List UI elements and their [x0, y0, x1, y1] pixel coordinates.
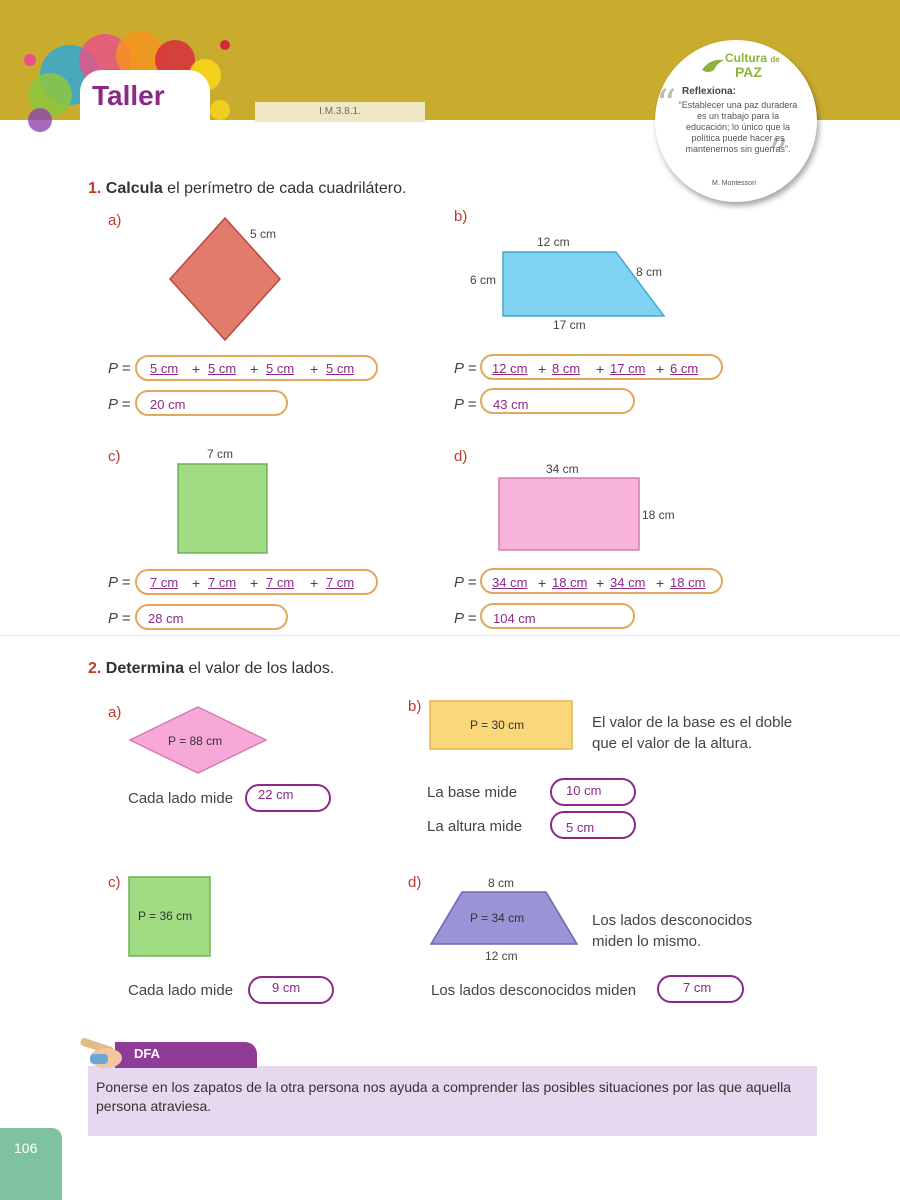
- culture-title: Cultura de PAZ: [725, 51, 780, 80]
- page-number: 106: [14, 1140, 38, 1156]
- p-label-1a-result: P =: [108, 396, 131, 413]
- p-label-1c-result: P =: [108, 610, 131, 627]
- p-label-1d-result: P =: [454, 610, 477, 627]
- top-label-1b: 12 cm: [537, 235, 570, 249]
- right-label-1d: 18 cm: [642, 508, 675, 522]
- side-label-1a: 5 cm: [250, 227, 277, 241]
- right-label-1b: 8 cm: [636, 265, 663, 279]
- result-1c: 28 cm: [148, 611, 184, 626]
- result-1d: 104 cm: [493, 611, 536, 626]
- left-label-1b: 6 cm: [470, 273, 497, 287]
- p-label-1a-sum: P =: [108, 360, 131, 377]
- item-2c-label: c): [108, 874, 121, 891]
- note-2d: Los lados desconocidos miden lo mismo.: [592, 912, 753, 950]
- term-1d-2: 18 cm: [552, 575, 588, 590]
- side-label-1c: 7 cm: [207, 447, 234, 461]
- bottom-label-1b: 17 cm: [553, 318, 586, 332]
- term-1d-4: 18 cm: [670, 575, 706, 590]
- question-2-title: 2. Determina el valor de los lados.: [88, 660, 335, 677]
- p-label-1b-sum: P =: [454, 360, 477, 377]
- p-label-1c-sum: P =: [108, 574, 131, 591]
- term-1a-2: 5 cm: [208, 361, 237, 376]
- plus-1b-2: +: [596, 361, 605, 377]
- quote-author: M. Montessori: [712, 180, 756, 187]
- perimeter-2a: P = 88 cm: [168, 734, 223, 748]
- plus-1c-1: +: [192, 575, 201, 591]
- plus-1d-1: +: [538, 575, 547, 591]
- plus-1a-3: +: [310, 361, 319, 377]
- open-quote-icon: “: [656, 82, 677, 128]
- term-1b-4: 6 cm: [670, 361, 699, 376]
- reflect-label: Reflexiona:: [682, 86, 736, 97]
- question-1-title: 1. Calcula el perímetro de cada cuadrilátero.: [88, 180, 407, 197]
- plus-1b-1: +: [538, 361, 547, 377]
- plus-1d-3: +: [656, 575, 665, 591]
- dove-icon: [700, 56, 726, 78]
- term-1b-3: 17 cm: [610, 361, 646, 376]
- culture-quote: “Establecer una paz duradera es un trabajo para la educación; lo único que la política puede hacer es mantenernos sin guerras”.: [678, 100, 798, 154]
- p-label-1b-result: P =: [454, 396, 477, 413]
- square-1c: [177, 463, 268, 554]
- item-2a-label: a): [108, 704, 122, 721]
- perimeter-2d: P = 34 cm: [470, 911, 525, 925]
- term-1c-1: 7 cm: [150, 575, 179, 590]
- height-answer-2b: 5 cm: [566, 820, 595, 835]
- trapezoid-1b: [502, 250, 668, 318]
- skill-code: I.M.3.8.1.: [255, 102, 425, 122]
- item-1c-label: c): [108, 448, 121, 465]
- answer-2d: 7 cm: [683, 980, 712, 995]
- height-prompt-2b: La altura mide: [427, 818, 523, 835]
- perimeter-2b: P = 30 cm: [470, 718, 525, 732]
- term-1c-2: 7 cm: [208, 575, 237, 590]
- close-quote-icon: ”: [768, 132, 789, 178]
- perimeter-2c: P = 36 cm: [138, 909, 193, 923]
- base-answer-2b: 10 cm: [566, 783, 602, 798]
- prompt-2c: Cada lado mide: [128, 982, 234, 999]
- rectangle-1d: [498, 477, 640, 551]
- item-1d-label: d): [454, 448, 468, 465]
- section-divider: [0, 635, 900, 636]
- result-1a: 20 cm: [150, 397, 186, 412]
- term-1d-1: 34 cm: [492, 575, 528, 590]
- term-1c-3: 7 cm: [266, 575, 295, 590]
- bottom-label-2d: 12 cm: [485, 949, 518, 963]
- term-1c-4: 7 cm: [326, 575, 355, 590]
- p-label-1d-sum: P =: [454, 574, 477, 591]
- hand-pencil-icon: [76, 1036, 132, 1070]
- prompt-2d: Los lados desconocidos miden: [431, 982, 637, 999]
- term-1b-1: 12 cm: [492, 361, 528, 376]
- answer-2a: 22 cm: [258, 787, 294, 802]
- plus-1c-2: +: [250, 575, 259, 591]
- item-1a-label: a): [108, 212, 122, 229]
- plus-1b-3: +: [656, 361, 665, 377]
- term-1a-4: 5 cm: [326, 361, 355, 376]
- top-label-2d: 8 cm: [488, 876, 515, 890]
- prompt-2a: Cada lado mide: [128, 790, 234, 807]
- plus-1c-3: +: [310, 575, 319, 591]
- term-1a-3: 5 cm: [266, 361, 295, 376]
- term-1b-2: 8 cm: [552, 361, 581, 376]
- item-1b-label: b): [454, 208, 468, 225]
- plus-1d-2: +: [596, 575, 605, 591]
- base-prompt-2b: La base mide: [427, 784, 518, 801]
- term-1d-3: 34 cm: [610, 575, 646, 590]
- item-2b-label: b): [408, 698, 422, 715]
- plus-1a-1: +: [192, 361, 201, 377]
- page-number-tab: [0, 1128, 62, 1200]
- dfa-message: Ponerse en los zapatos de la otra persona nos ayuda a comprender las posibles situaciones por las que aquella persona atraviesa.: [96, 1079, 791, 1114]
- item-2d-label: d): [408, 874, 422, 891]
- plus-1a-2: +: [250, 361, 259, 377]
- term-1a-1: 5 cm: [150, 361, 179, 376]
- top-label-1d: 34 cm: [546, 462, 579, 476]
- answer-2c: 9 cm: [272, 980, 301, 995]
- page-title: Taller: [92, 80, 165, 111]
- dfa-label: DFA: [134, 1046, 160, 1061]
- result-1b: 43 cm: [493, 397, 529, 412]
- note-2b: El valor de la base es el doble que el valor de la altura.: [592, 714, 793, 752]
